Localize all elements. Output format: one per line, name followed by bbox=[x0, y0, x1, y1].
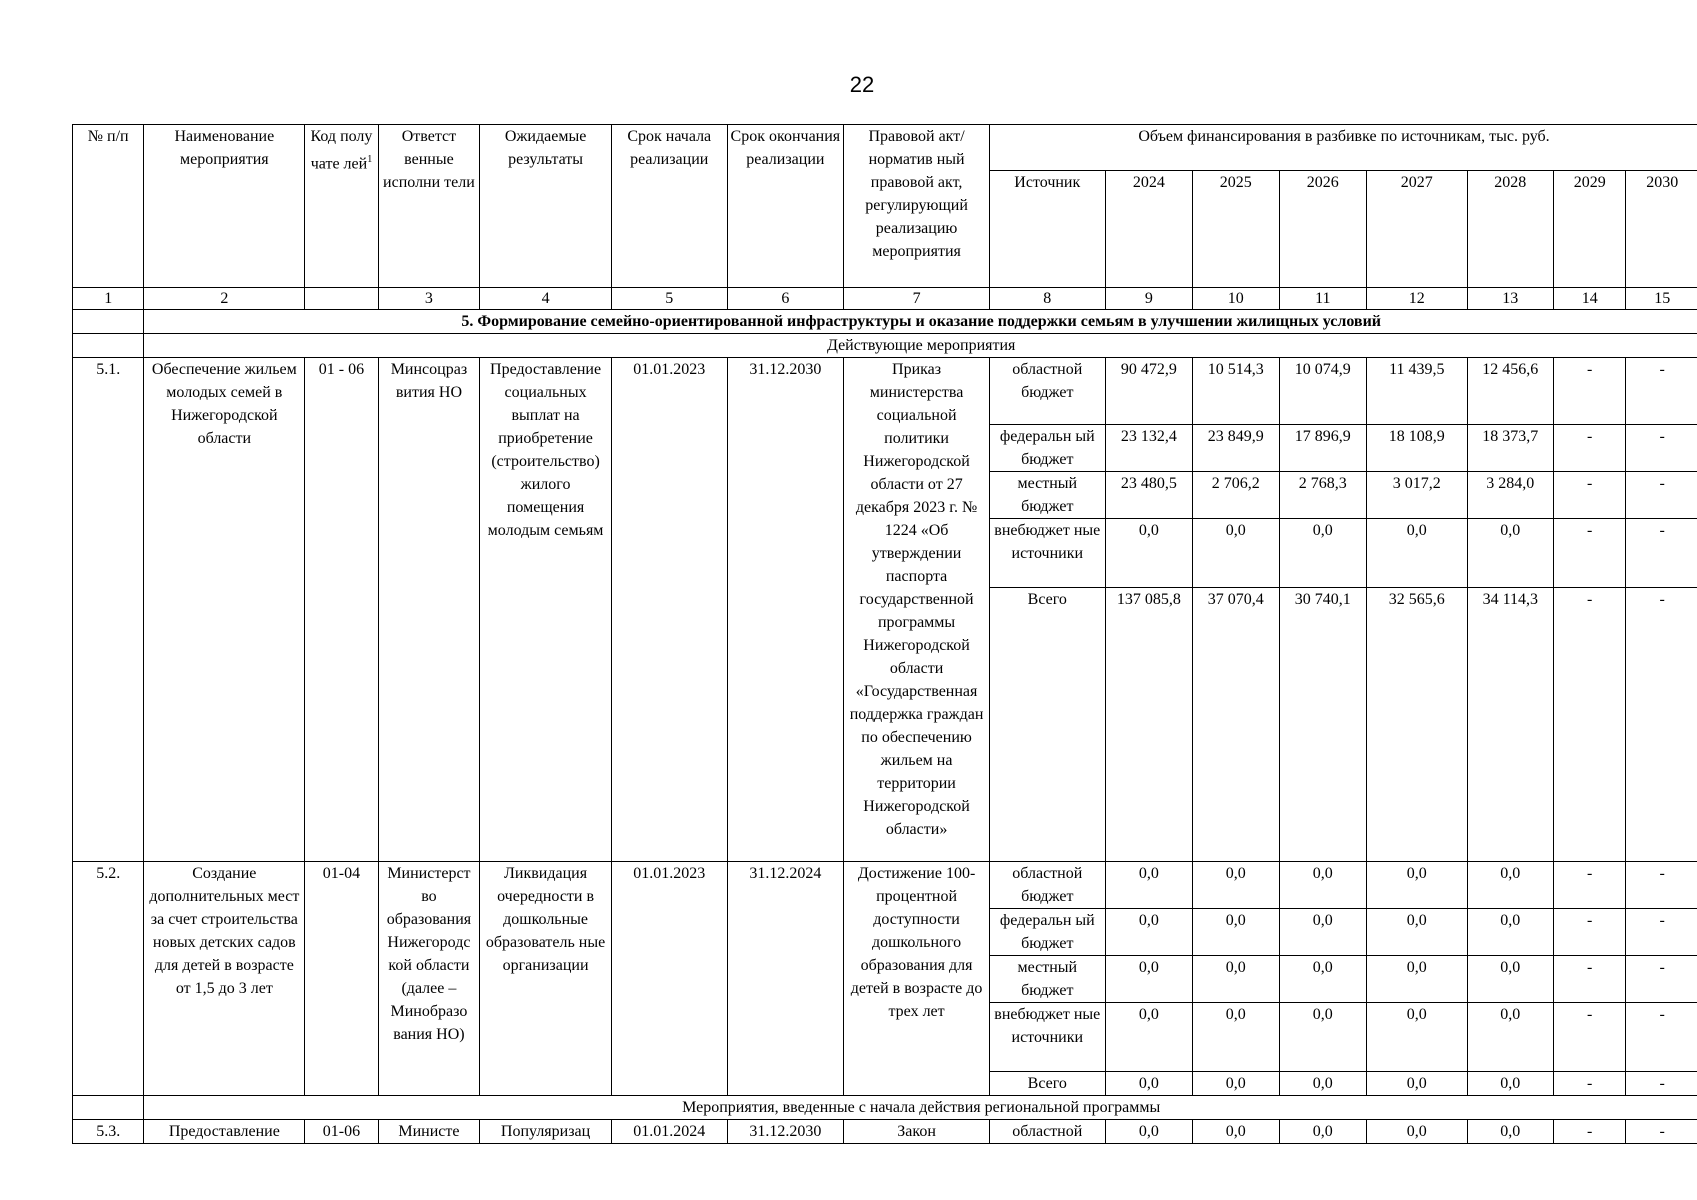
source-cell-total: Всего bbox=[989, 1072, 1105, 1096]
source-cell: внебюджет ные источники bbox=[989, 519, 1105, 588]
value-cell: 0,0 bbox=[1279, 909, 1366, 956]
header-start: Срок начала реализации bbox=[611, 125, 727, 288]
value-cell: 0,0 bbox=[1193, 909, 1279, 956]
row-5-3-num: 5.3. bbox=[73, 1120, 144, 1144]
value-cell: 0,0 bbox=[1193, 1120, 1279, 1144]
value-cell: 0,0 bbox=[1279, 1120, 1366, 1144]
value-cell: 0,0 bbox=[1279, 519, 1366, 588]
col-number: 14 bbox=[1554, 288, 1626, 310]
value-cell: - bbox=[1554, 519, 1626, 588]
value-cell: - bbox=[1554, 588, 1626, 862]
value-cell: 18 373,7 bbox=[1467, 425, 1553, 472]
value-cell: - bbox=[1626, 588, 1697, 862]
value-cell: 10 074,9 bbox=[1279, 358, 1366, 425]
value-cell: 0,0 bbox=[1193, 519, 1279, 588]
col-number: 10 bbox=[1193, 288, 1279, 310]
value-cell: - bbox=[1554, 1120, 1626, 1144]
value-cell: 34 114,3 bbox=[1467, 588, 1553, 862]
value-cell: 18 108,9 bbox=[1367, 425, 1468, 472]
header-year: 2028 bbox=[1467, 171, 1553, 288]
row-5-3-responsible: Министе bbox=[378, 1120, 480, 1144]
header-legal: Правовой акт/норматив ный правовой акт, регулирующий реализацию мероприятия bbox=[844, 125, 990, 288]
header-end: Срок окончания реализации bbox=[727, 125, 844, 288]
source-cell: федеральн ый бюджет bbox=[989, 909, 1105, 956]
value-cell: 0,0 bbox=[1279, 956, 1366, 1003]
col-number: 13 bbox=[1467, 288, 1553, 310]
value-cell: 0,0 bbox=[1105, 519, 1192, 588]
page-number: 22 bbox=[849, 72, 875, 97]
value-cell: 0,0 bbox=[1193, 1072, 1279, 1096]
header-num: № п/п bbox=[73, 125, 144, 288]
value-cell: 0,0 bbox=[1105, 909, 1192, 956]
header-year: 2025 bbox=[1193, 171, 1279, 288]
value-cell: 137 085,8 bbox=[1105, 588, 1192, 862]
value-cell: - bbox=[1554, 472, 1626, 519]
header-year: 2030 bbox=[1626, 171, 1697, 288]
value-cell: - bbox=[1554, 1072, 1626, 1096]
value-cell: 0,0 bbox=[1467, 519, 1553, 588]
col-number: 7 bbox=[844, 288, 990, 310]
col-number: 8 bbox=[989, 288, 1105, 310]
row-5-1-num: 5.1. bbox=[73, 358, 144, 862]
col-number: 4 bbox=[480, 288, 612, 310]
value-cell: - bbox=[1554, 358, 1626, 425]
header-year: 2024 bbox=[1105, 171, 1192, 288]
value-cell: 3 284,0 bbox=[1467, 472, 1553, 519]
value-cell: 10 514,3 bbox=[1193, 358, 1279, 425]
row-5-2-num: 5.2. bbox=[73, 862, 144, 1096]
col-number: 11 bbox=[1279, 288, 1366, 310]
row-5-3-start: 01.01.2024 bbox=[611, 1120, 727, 1144]
header-name: Наименование мероприятия bbox=[144, 125, 305, 288]
row-5-1-responsible: Минсоцраз вития НО bbox=[378, 358, 480, 862]
value-cell: - bbox=[1554, 956, 1626, 1003]
subsection-empty-cell bbox=[73, 334, 144, 358]
value-cell: 0,0 bbox=[1193, 956, 1279, 1003]
value-cell: 0,0 bbox=[1367, 956, 1468, 1003]
value-cell: - bbox=[1626, 909, 1697, 956]
row-5-1-code: 01 - 06 bbox=[305, 358, 378, 862]
row-5-3-code: 01-06 bbox=[305, 1120, 378, 1144]
program-table bbox=[72, 124, 1697, 1144]
value-cell: 0,0 bbox=[1467, 956, 1553, 1003]
row-5-2-expected: Ликвидация очередности в дошкольные образователь ные организации bbox=[480, 862, 612, 1096]
value-cell: - bbox=[1554, 425, 1626, 472]
value-cell: 23 132,4 bbox=[1105, 425, 1192, 472]
col-number: 1 bbox=[73, 288, 144, 310]
col-number: 12 bbox=[1367, 288, 1468, 310]
row-5-1-end: 31.12.2030 bbox=[727, 358, 844, 862]
value-cell: 0,0 bbox=[1367, 909, 1468, 956]
value-cell: 0,0 bbox=[1193, 862, 1279, 909]
value-cell: 2 768,3 bbox=[1279, 472, 1366, 519]
value-cell: 0,0 bbox=[1193, 1003, 1279, 1072]
value-cell: - bbox=[1626, 358, 1697, 425]
value-cell: 32 565,6 bbox=[1367, 588, 1468, 862]
value-cell: 0,0 bbox=[1367, 1003, 1468, 1072]
source-cell: областной бюджет bbox=[989, 862, 1105, 909]
value-cell: 0,0 bbox=[1279, 862, 1366, 909]
source-cell: федеральн ый бюджет bbox=[989, 425, 1105, 472]
value-cell: 0,0 bbox=[1279, 1072, 1366, 1096]
value-cell: - bbox=[1626, 956, 1697, 1003]
header-year: 2026 bbox=[1279, 171, 1366, 288]
value-cell: 0,0 bbox=[1367, 1120, 1468, 1144]
row-5-3-legal: Закон bbox=[844, 1120, 990, 1144]
row-5-1-name: Обеспечение жильем молодых семей в Нижегородской области bbox=[144, 358, 305, 862]
value-cell: 0,0 bbox=[1105, 956, 1192, 1003]
subsection-empty-cell bbox=[73, 1096, 144, 1120]
source-cell: областной бюджет bbox=[989, 358, 1105, 425]
header-responsible: Ответст венные исполни тели bbox=[378, 125, 480, 288]
value-cell: 0,0 bbox=[1467, 1072, 1553, 1096]
value-cell: - bbox=[1626, 425, 1697, 472]
value-cell: 90 472,9 bbox=[1105, 358, 1192, 425]
row-5-2-start: 01.01.2023 bbox=[611, 862, 727, 1096]
value-cell: 0,0 bbox=[1367, 862, 1468, 909]
source-cell: местный бюджет bbox=[989, 472, 1105, 519]
value-cell: 0,0 bbox=[1467, 862, 1553, 909]
value-cell: 0,0 bbox=[1367, 1072, 1468, 1096]
value-cell: 3 017,2 bbox=[1367, 472, 1468, 519]
value-cell: - bbox=[1626, 472, 1697, 519]
value-cell: 0,0 bbox=[1367, 519, 1468, 588]
value-cell: 0,0 bbox=[1467, 1120, 1553, 1144]
value-cell: 37 070,4 bbox=[1193, 588, 1279, 862]
subsection-new: Мероприятия, введенные с начала действия региональной программы bbox=[144, 1096, 1697, 1120]
value-cell: - bbox=[1626, 519, 1697, 588]
row-5-1-start: 01.01.2023 bbox=[611, 358, 727, 862]
value-cell: 0,0 bbox=[1467, 1003, 1553, 1072]
value-cell: 0,0 bbox=[1467, 909, 1553, 956]
source-cell-total: Всего bbox=[989, 588, 1105, 862]
header-funding: Объем финансирования в разбивке по источникам, тыс. руб. bbox=[989, 125, 1697, 171]
col-number: 3 bbox=[378, 288, 480, 310]
value-cell: 30 740,1 bbox=[1279, 588, 1366, 862]
row-5-3-end: 31.12.2030 bbox=[727, 1120, 844, 1144]
value-cell: - bbox=[1626, 1003, 1697, 1072]
value-cell: 0,0 bbox=[1279, 1003, 1366, 1072]
col-number bbox=[305, 288, 378, 310]
header-source: Источник bbox=[989, 171, 1105, 288]
value-cell: 12 456,6 bbox=[1467, 358, 1553, 425]
row-5-2-responsible: Министерст во образования Нижегородс кой области (далее – Минобразо вания НО) bbox=[378, 862, 480, 1096]
value-cell: 0,0 bbox=[1105, 862, 1192, 909]
row-5-2-legal: Достижение 100-процентной доступности дошкольного образования для детей в возрасте до трех лет bbox=[844, 862, 990, 1096]
value-cell: 11 439,5 bbox=[1367, 358, 1468, 425]
value-cell: - bbox=[1626, 1120, 1697, 1144]
value-cell: - bbox=[1554, 1003, 1626, 1072]
header-code: Код полу чате лей$^1$ bbox=[305, 125, 378, 288]
source-cell: внебюджет ные источники bbox=[989, 1003, 1105, 1072]
value-cell: 0,0 bbox=[1105, 1120, 1192, 1144]
value-cell: 2 706,2 bbox=[1193, 472, 1279, 519]
value-cell: - bbox=[1626, 862, 1697, 909]
value-cell: - bbox=[1554, 862, 1626, 909]
row-5-1-legal: Приказ министерства социальной политики Нижегородской области от 27 декабря 2023 г. № 1224 «Об утверждении паспорта государственной программы Нижегородской области «Государственная поддержка граждан по обеспечению жильем на территории Нижегородской области» bbox=[844, 358, 990, 862]
header-year: 2027 bbox=[1367, 171, 1468, 288]
row-5-2-code: 01-04 bbox=[305, 862, 378, 1096]
value-cell: 0,0 bbox=[1105, 1072, 1192, 1096]
source-cell: областной bbox=[989, 1120, 1105, 1144]
row-5-2-end: 31.12.2024 bbox=[727, 862, 844, 1096]
row-5-1-expected: Предоставление социальных выплат на приобретение (строительство) жилого помещения молодым семьям bbox=[480, 358, 612, 862]
col-number: 5 bbox=[611, 288, 727, 310]
source-cell: местный бюджет bbox=[989, 956, 1105, 1003]
subsection-current: Действующие мероприятия bbox=[144, 334, 1697, 358]
section-title: 5. Формирование семейно-ориентированной инфраструктуры и оказание поддержки семьям в улучшении жилищных условий bbox=[144, 310, 1697, 334]
row-5-2-name: Создание дополнительных мест за счет строительства новых детских садов для детей в возрасте от 1,5 до 3 лет bbox=[144, 862, 305, 1096]
value-cell: - bbox=[1626, 1072, 1697, 1096]
row-5-3-name: Предоставление bbox=[144, 1120, 305, 1144]
col-number: 2 bbox=[144, 288, 305, 310]
value-cell: - bbox=[1554, 909, 1626, 956]
value-cell: 23 849,9 bbox=[1193, 425, 1279, 472]
value-cell: 17 896,9 bbox=[1279, 425, 1366, 472]
value-cell: 0,0 bbox=[1105, 1003, 1192, 1072]
col-number: 15 bbox=[1626, 288, 1697, 310]
row-5-3-expected: Популяризац bbox=[480, 1120, 612, 1144]
value-cell: 23 480,5 bbox=[1105, 472, 1192, 519]
col-number: 9 bbox=[1105, 288, 1192, 310]
header-expected: Ожидаемые результаты bbox=[480, 125, 612, 288]
header-year: 2029 bbox=[1554, 171, 1626, 288]
section-empty-cell bbox=[73, 310, 144, 334]
col-number: 6 bbox=[727, 288, 844, 310]
